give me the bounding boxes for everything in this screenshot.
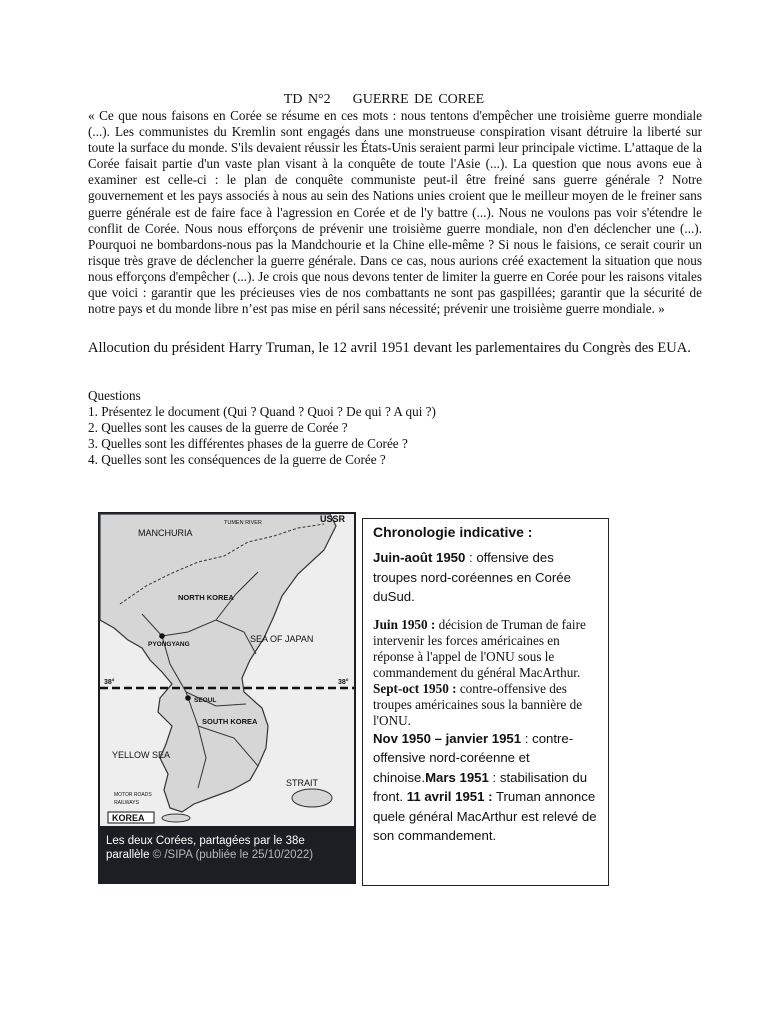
map-caption-credit: © /SIPA (publiée le 25/10/2022): [149, 849, 314, 861]
event-date: Mars 1951: [425, 769, 489, 785]
label-manchuria: MANCHURIA: [138, 528, 193, 538]
legend-railways: RAILWAYS: [114, 800, 139, 806]
japan-coast: [292, 789, 332, 807]
event-date: Sept-oct 1950 :: [373, 680, 457, 696]
chronology-event: [373, 548, 599, 607]
label-north-korea: NORTH KOREA: [178, 593, 234, 602]
label-seoul: SEOUL: [194, 697, 217, 704]
label-pyongyang: PYONGYANG: [148, 641, 190, 648]
event-text: : stabilisation du front.: [373, 769, 588, 804]
seoul-marker: [185, 695, 191, 701]
chronology-title: Chronologie indicative :: [373, 524, 533, 540]
event-text: décision de Truman de faire intervenir les forces américaines en réponse à l'appel de l'ONU sous le commandement du général MacArthur.: [373, 616, 586, 680]
questions-list: [88, 404, 708, 468]
label-strait: STRAIT: [286, 778, 319, 788]
page-title: TD N°2 GUERRE DE COREE: [283, 92, 485, 107]
questions-section: [88, 388, 708, 468]
event-text: : offensive des troupes nord-coréennes en Corée duSud.: [373, 550, 571, 604]
question-item: 4. Quelles sont les conséquences de la guerre de Corée ?: [88, 452, 386, 467]
label-38-right: 38°: [338, 679, 349, 686]
jeju-island: [162, 814, 190, 822]
question-item: 3. Quelles sont les différentes phases de la guerre de Corée ?: [88, 436, 408, 451]
label-yellow-sea: YELLOW SEA: [112, 750, 171, 760]
korea-map-figure: [98, 512, 356, 884]
event-date: Juin-août 1950: [373, 550, 466, 565]
label-south-korea: SOUTH KOREA: [202, 717, 258, 726]
pyongyang-marker: [159, 633, 165, 639]
event-date: Juin 1950 :: [373, 616, 436, 632]
event-text: contre-offensive des troupes américaines sous la bannière de l'ONU.: [373, 680, 583, 728]
label-ussr: USSR: [320, 514, 346, 524]
event-text: Truman annonce quele général MacArthur est relevé de son commandement.: [373, 789, 597, 843]
questions-heading: Questions: [88, 388, 141, 403]
event-text: : contre-offensive nord-coréenne et chinoise.: [373, 730, 574, 785]
question-item: 2. Quelles sont les causes de la guerre de Corée ?: [88, 420, 348, 435]
event-date: 11 avril 1951 :: [406, 789, 493, 804]
label-korea-tag: KOREA: [112, 813, 145, 823]
legend-motor-roads: MOTOR ROADS: [114, 792, 152, 798]
label-tumen-river: TUMEN RIVER: [224, 520, 262, 526]
map-caption: [106, 834, 346, 862]
label-38-left: 38°: [104, 679, 115, 686]
label-sea-of-japan: SEA OF JAPAN: [250, 634, 314, 644]
truman-quote: « Ce que nous faisons en Corée se résume en ces mots : nous tentons d'empêcher une troisième guerre mondiale (...). Les communistes du Kremlin sont engagés dans une monstrueuse conspiration visant détruire la liberté sur toute la surface du monde. S'ils devaient réussir les États-Unis seraient parmi leur principale victime. L’attaque de la Corée faisait partie d'un vaste plan visant à la conquête de toute l'Asie (...). La question que nous avons eue à examiner est celle-ci : le plan de conquête communiste peut-il être freiné sans guerre générale ? Notre gouvernement et les pays associés à nous au sein des Nations unies croient que le meilleur moyen de le freiner sans guerre générale est de faire face à l'agression en Corée et de l'y battre (...). Nous ne voulons pas voir s'étendre le conflit de Corée. Nous nous efforçons de prévenir une troisième guerre mondiale, non d'en déclencher une (...). Pourquoi ne bombardons-nous pas la Mandchourie et la Chine elle-même ? Si nous le faisions, ce serait courir un risque très grave de déclencher la guerre générale. Dans ce cas, nous aurions créé exactement la situation que nous nous efforçons d'empêcher (...). Je crois que nous devons tenter de limiter la guerre en Corée pour les raisons vitales que voici : garantir que les précieuses vies de nos combattants ne sont pas gaspillées; garantir que la sécurité de notre pays et du monde libre n’est pas mise en péril sans nécessité; prévenir une troisième guerre mondiale. »: [88, 108, 702, 317]
question-item: 1. Présentez le document (Qui ? Quand ? Quoi ? De qui ? A qui ?): [88, 404, 436, 419]
korea-map: [98, 512, 356, 884]
chronology-event: [373, 729, 599, 846]
map-caption-main: Les deux Corées, partagées par le 38e parallèle: [106, 835, 305, 861]
event-date: Nov 1950 – janvier 1951: [373, 730, 522, 746]
chronology-event: [373, 617, 599, 681]
chronology-event: [373, 681, 599, 729]
quote-source: Allocution du président Harry Truman, le 12 avril 1951 devant les parlementaires du Congrès des EUA.: [88, 340, 691, 356]
chronology-box: [362, 518, 609, 886]
